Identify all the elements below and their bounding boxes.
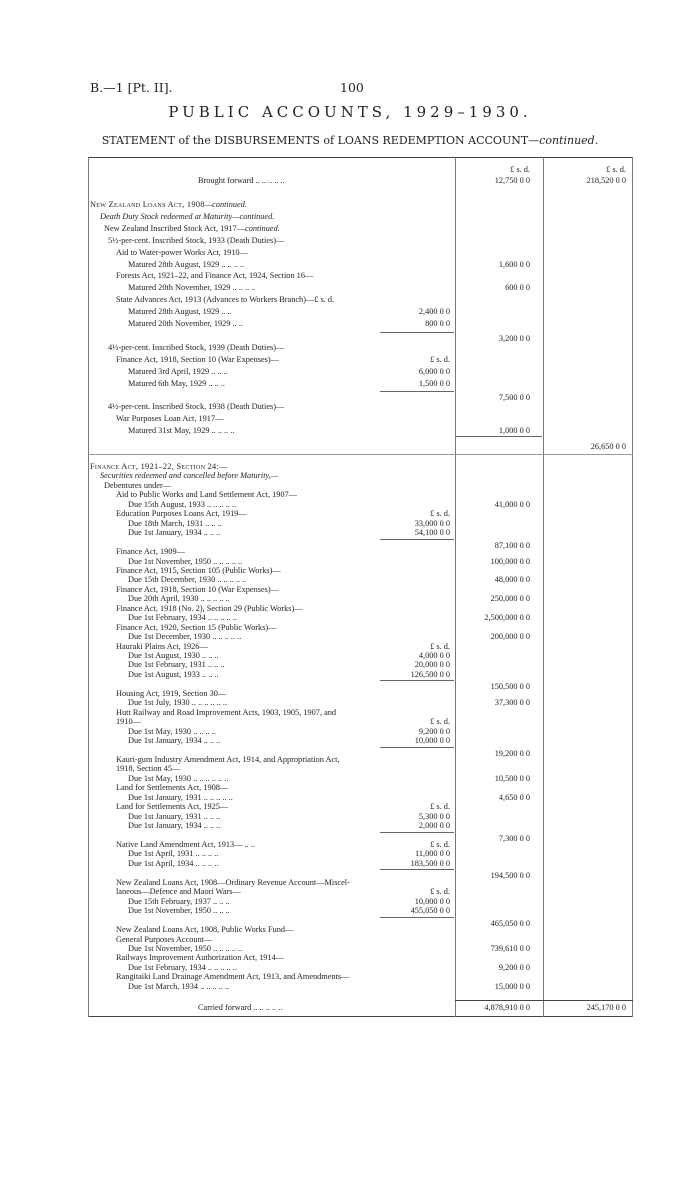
line-text: Due 1st February, 1934 .. .. .. .. .. [128, 962, 237, 972]
inner-amount: 9,200 0 0 [418, 726, 450, 736]
statement-line [128, 367, 228, 377]
subtitle-continued: continued. [539, 134, 599, 147]
statement-table [88, 157, 633, 1017]
inner-amount: 2,400 0 0 [418, 307, 450, 317]
statement-line [116, 248, 248, 258]
statement-line [128, 307, 232, 317]
carried-forward-col1: 4,878,910 0 0 [484, 1003, 530, 1012]
line-text: Matured 31st May, 1929 .. .. .. .. [128, 426, 235, 436]
line-text: Due 1st January, 1934 .. .. .. [128, 528, 221, 538]
line-text: General Purposes Account— [116, 934, 213, 944]
amount-col1: 10,500 0 0 [494, 773, 530, 783]
inner-amount: 455,050 0 0 [410, 906, 450, 916]
line-text: Finance Act, 1920, Section 15 (Public Works)— [116, 622, 277, 632]
line-text: laneous—Defence and Maori Wars— [116, 887, 241, 897]
line-text: Matured 28th August, 1929 .. .. [128, 307, 232, 317]
inner-amount: £ s. d. [430, 840, 450, 849]
line-text: State Advances Act, 1913 (Advances to Workers Branch)—£ s. d. [116, 295, 335, 305]
inner-amount: £ s. d. [430, 802, 450, 812]
amount-col1: 739,610 0 0 [490, 943, 530, 953]
line-text: Due 15th February, 1937 .. .. .. [128, 896, 230, 906]
line-text: Forests Act, 1921–22, and Finance Act, 1924, Section 16— [116, 271, 314, 281]
statement-line [128, 319, 243, 329]
line-text: Due 1st January, 1934 .. .. .. [128, 736, 221, 746]
inner-amount: 183,500 0 0 [410, 858, 450, 868]
statement-line [128, 283, 255, 293]
page-title: PUBLIC ACCOUNTS, 1929–1930. [168, 103, 532, 121]
line-text: New Zealand Inscribed Stock Act, 1917— [104, 223, 246, 233]
amount-col1: 1,600 0 0 [498, 259, 530, 269]
line-text: Due 1st December, 1930 .. .. .. .. .. [128, 632, 242, 642]
line-text: Due 1st March, 1934 .. .. .. .. .. [128, 981, 230, 991]
line-italic-text: Securities redeemed and cancelled before Maturity,— [100, 471, 279, 481]
inner-amount: 4,000 0 0 [418, 651, 450, 660]
inner-amount: 6,000 0 0 [418, 366, 450, 376]
statement-line [128, 379, 225, 389]
inner-amount: 20,000 0 0 [414, 660, 450, 670]
line-text: Due 1st April, 1934 .. .. .. .. [128, 858, 219, 868]
statement-line [128, 859, 218, 869]
line-text: New Zealand Loans Act, 1908, Public Works Fund— [116, 925, 294, 935]
table-right-rule [632, 157, 633, 1017]
amount-col1: 87,100 0 0 [494, 540, 530, 550]
subtotal-rule [380, 539, 454, 540]
amount-col2: 26,650 0 0 [590, 442, 626, 451]
subtotal-rule [380, 832, 454, 833]
line-text: Due 18th March, 1931 .. .. .. [128, 518, 222, 528]
line-text: Finance Act, 1909— [116, 547, 185, 557]
amount-col1: 7,300 0 0 [498, 833, 530, 843]
statement-subtitle [0, 134, 700, 147]
statement-line [116, 271, 313, 281]
amount-col1: 9,200 0 0 [498, 962, 530, 972]
inner-amount: 11,000 0 0 [415, 849, 450, 859]
col2-divider [543, 157, 544, 1017]
line-text: New Zealand Loans Act, 1908 [90, 200, 205, 209]
line-text: Due 1st January, 1931 .. .. .. .. .. [128, 792, 233, 802]
line-text: Due 1st August, 1933 .. .. .. [128, 669, 219, 679]
subtotal-rule [380, 391, 454, 392]
amount-col1: 200,000 0 0 [490, 632, 530, 642]
col2-heading: £ s. d. [606, 165, 626, 174]
brought-forward-label: Brought forward .. .. .. .. .. [198, 176, 285, 185]
line-text: Native Land Amendment Act, 1913— .. .. [116, 840, 255, 849]
amount-col1: 150,500 0 0 [490, 682, 530, 692]
amount-col1: 2,500,000 0 0 [484, 613, 530, 623]
amount-col1: 250,000 0 0 [490, 594, 530, 604]
carried-forward-label: Carried forward .. .. .. .. .. [198, 1003, 283, 1012]
line-text: Aid to Water-power Works Act, 1910— [116, 247, 248, 257]
inner-amount: 10,000 0 0 [414, 736, 450, 746]
amount-col1: 15,000 0 0 [494, 981, 530, 991]
amount-col1: 48,000 0 0 [494, 575, 530, 585]
statement-line [128, 670, 219, 680]
amount-col1: 1,000 0 0 [498, 426, 530, 436]
line-text: Housing Act, 1919, Section 30— [116, 688, 227, 698]
inner-amount: £ s. d. [430, 717, 450, 727]
inner-amount: 800 0 0 [425, 319, 450, 328]
page-reference: B.—1 [Pt. II]. [90, 80, 173, 95]
subtotal-rule [380, 869, 454, 870]
line-text: Due 20th April, 1930 .. .. .. .. .. [128, 594, 230, 604]
inner-amount: £ s. d. [430, 509, 450, 519]
subtotal-rule [380, 917, 454, 918]
line-text: New Zealand Loans Act, 1908—Ordinary Revenue Account—Miscel- [116, 877, 350, 887]
amount-col1: 7,500 0 0 [498, 393, 530, 403]
line-text: Due 15th December, 1930 .. .. .. .. .. [128, 575, 247, 585]
statement-line [128, 528, 220, 538]
table-bottom-rule [88, 1016, 633, 1017]
line-text: Land for Settlements Act, 1908— [116, 783, 229, 793]
line-text: Due 1st January, 1931 .. .. .. [128, 811, 221, 821]
statement-line [128, 260, 244, 270]
amount-col1: 600 0 0 [505, 283, 530, 293]
statement-line [104, 224, 280, 234]
amount-col1: 465,050 0 0 [490, 918, 530, 928]
line-italic-text: Death Duty Stock redeemed at Maturity—continued. [100, 211, 275, 221]
subtotal-rule [380, 680, 454, 681]
line-text: 4½-per-cent. Inscribed Stock, 1939 (Death Duties)— [108, 342, 285, 352]
amount-col1: 100,000 0 0 [490, 556, 530, 566]
inner-amount: 2,000 0 0 [418, 821, 450, 831]
col1-divider [455, 157, 456, 1017]
line-text: Finance Act, 1918, Section 10 (War Expenses)— [116, 354, 279, 364]
statement-line [128, 426, 234, 436]
statement-line [90, 200, 247, 210]
line-text: Due 1st February, 1934 .. .. .. .. .. [128, 613, 237, 623]
col1-heading: £ s. d. [510, 165, 530, 174]
amount-col1: 194,500 0 0 [490, 871, 530, 881]
line-text: Debentures under— [104, 480, 172, 490]
carried-forward-col2: 245,170 0 0 [586, 1003, 626, 1012]
line-text: Due 1st May, 1930 .. .. .. .. .. .. [128, 773, 229, 783]
inner-amount: 54,100 0 0 [414, 528, 450, 538]
statement-line [116, 708, 336, 718]
statement-line [128, 982, 229, 992]
inner-amount: 126,500 0 0 [410, 669, 450, 679]
amount-col1: 37,300 0 0 [494, 698, 530, 708]
inner-amount: £ s. d. [430, 641, 450, 651]
brought-forward-col2: 218,520 0 0 [586, 176, 626, 185]
statement-line [128, 736, 220, 746]
line-text: Due 1st May, 1930 .. .. .. .. [128, 726, 216, 736]
line-text: Education Purposes Loans Act, 1919— [116, 509, 247, 519]
line-text: Hutt Railway and Road Improvement Acts, 1903, 1905, 1907, and [116, 707, 337, 717]
line-text: War Purposes Loan Act, 1917— [116, 414, 224, 424]
page-number: 100 [340, 80, 364, 95]
line-text: Matured 20th November, 1929 .. .. .. .. [128, 283, 256, 293]
line-text: Finance Act, 1918 (No. 2), Section 29 (Public Works)— [116, 603, 303, 613]
line-text: Railways Improvement Authorization Act, 1914— [116, 953, 284, 963]
line-text: Matured 20th November, 1929 .. .. [128, 319, 243, 328]
table-left-rule [88, 157, 89, 1017]
carried-rule [455, 1000, 633, 1001]
inner-amount: 33,000 0 0 [414, 518, 450, 528]
line-text: Kauri-gum Industry Amendment Act, 1914, and Appropriation Act, [116, 754, 340, 764]
line-text: Land for Settlements Act, 1925— [116, 802, 229, 812]
line-text: Rangitaiki Land Drainage Amendment Act, 1913, and Amendments— [116, 972, 350, 982]
amount-col1: 41,000 0 0 [494, 499, 530, 509]
line-text: Finance Act, 1921–22, Section 24:— [90, 462, 228, 471]
section-divider [88, 454, 633, 455]
line-text: Due 1st April, 1931 .. .. .. .. [128, 849, 219, 859]
brought-forward-col1: 12,750 0 0 [494, 176, 530, 185]
line-text: Hauraki Plains Act, 1926— [116, 641, 208, 651]
line-text: Matured 3rd April, 1929 .. .. .. [128, 366, 228, 376]
col1-total-rule [456, 436, 542, 437]
line-text: Aid to Public Works and Land Settlement Act, 1907— [116, 490, 297, 500]
inner-amount: £ s. d. [430, 354, 450, 364]
statement-line [116, 414, 223, 424]
inner-amount: 1,500 0 0 [418, 378, 450, 388]
line-text: Finance Act, 1915, Section 105 (Public Works)— [116, 565, 281, 575]
inner-amount: 5,300 0 0 [418, 811, 450, 821]
line-text: 1918, Section 45— [116, 764, 181, 774]
line-text: 1910— [116, 717, 141, 727]
statement-line [108, 343, 284, 353]
line-text: 5½-per-cent. Inscribed Stock, 1933 (Death Duties)— [108, 235, 285, 245]
line-text: Due 15th August, 1933 .. .. .. .. .. [128, 499, 237, 509]
line-text: Matured 28th August, 1929 .. .. .. .. [128, 259, 245, 269]
statement-line [108, 236, 284, 246]
statement-line [108, 402, 284, 412]
line-text: Due 1st November, 1950 .. .. .. .. .. [128, 556, 243, 566]
line-text: Finance Act, 1918, Section 10 (War Expenses)— [116, 584, 279, 594]
statement-line [116, 295, 334, 305]
amount-col1: 3,200 0 0 [498, 333, 530, 343]
statement-line [116, 355, 279, 365]
line-text: Due 1st November, 1950 .. .. .. .. .. [128, 943, 243, 953]
line-text: Due 1st November, 1950 .. .. .. [128, 906, 230, 916]
line-text: Due 1st February, 1931 .. .. .. [128, 660, 225, 670]
statement-line [128, 906, 230, 916]
amount-col1: 19,200 0 0 [494, 748, 530, 758]
table-top-rule [88, 157, 633, 158]
amount-col1: 4,650 0 0 [498, 792, 530, 802]
subtitle-main: STATEMENT of the DISBURSEMENTS of LOANS REDEMPTION ACCOUNT— [101, 134, 540, 147]
line-italic-text: continued. [245, 223, 280, 233]
inner-amount: £ s. d. [430, 887, 450, 897]
inner-amount: 10,000 0 0 [414, 896, 450, 906]
statement-line [100, 212, 274, 222]
line-text: 4½-per-cent. Inscribed Stock, 1938 (Death Duties)— [108, 402, 285, 412]
line-text: Due 1st January, 1934 .. .. .. [128, 821, 221, 831]
line-text: Due 1st July, 1930 .. .. .. .. .. .. [128, 698, 228, 708]
subtotal-rule [380, 332, 454, 333]
subtotal-rule [380, 747, 454, 748]
line-italic-text: —continued. [204, 200, 247, 209]
statement-line [128, 821, 220, 831]
line-text: Matured 6th May, 1929 .. .. .. [128, 378, 225, 388]
line-text: Due 1st August, 1930 .. .. .. [128, 651, 219, 660]
